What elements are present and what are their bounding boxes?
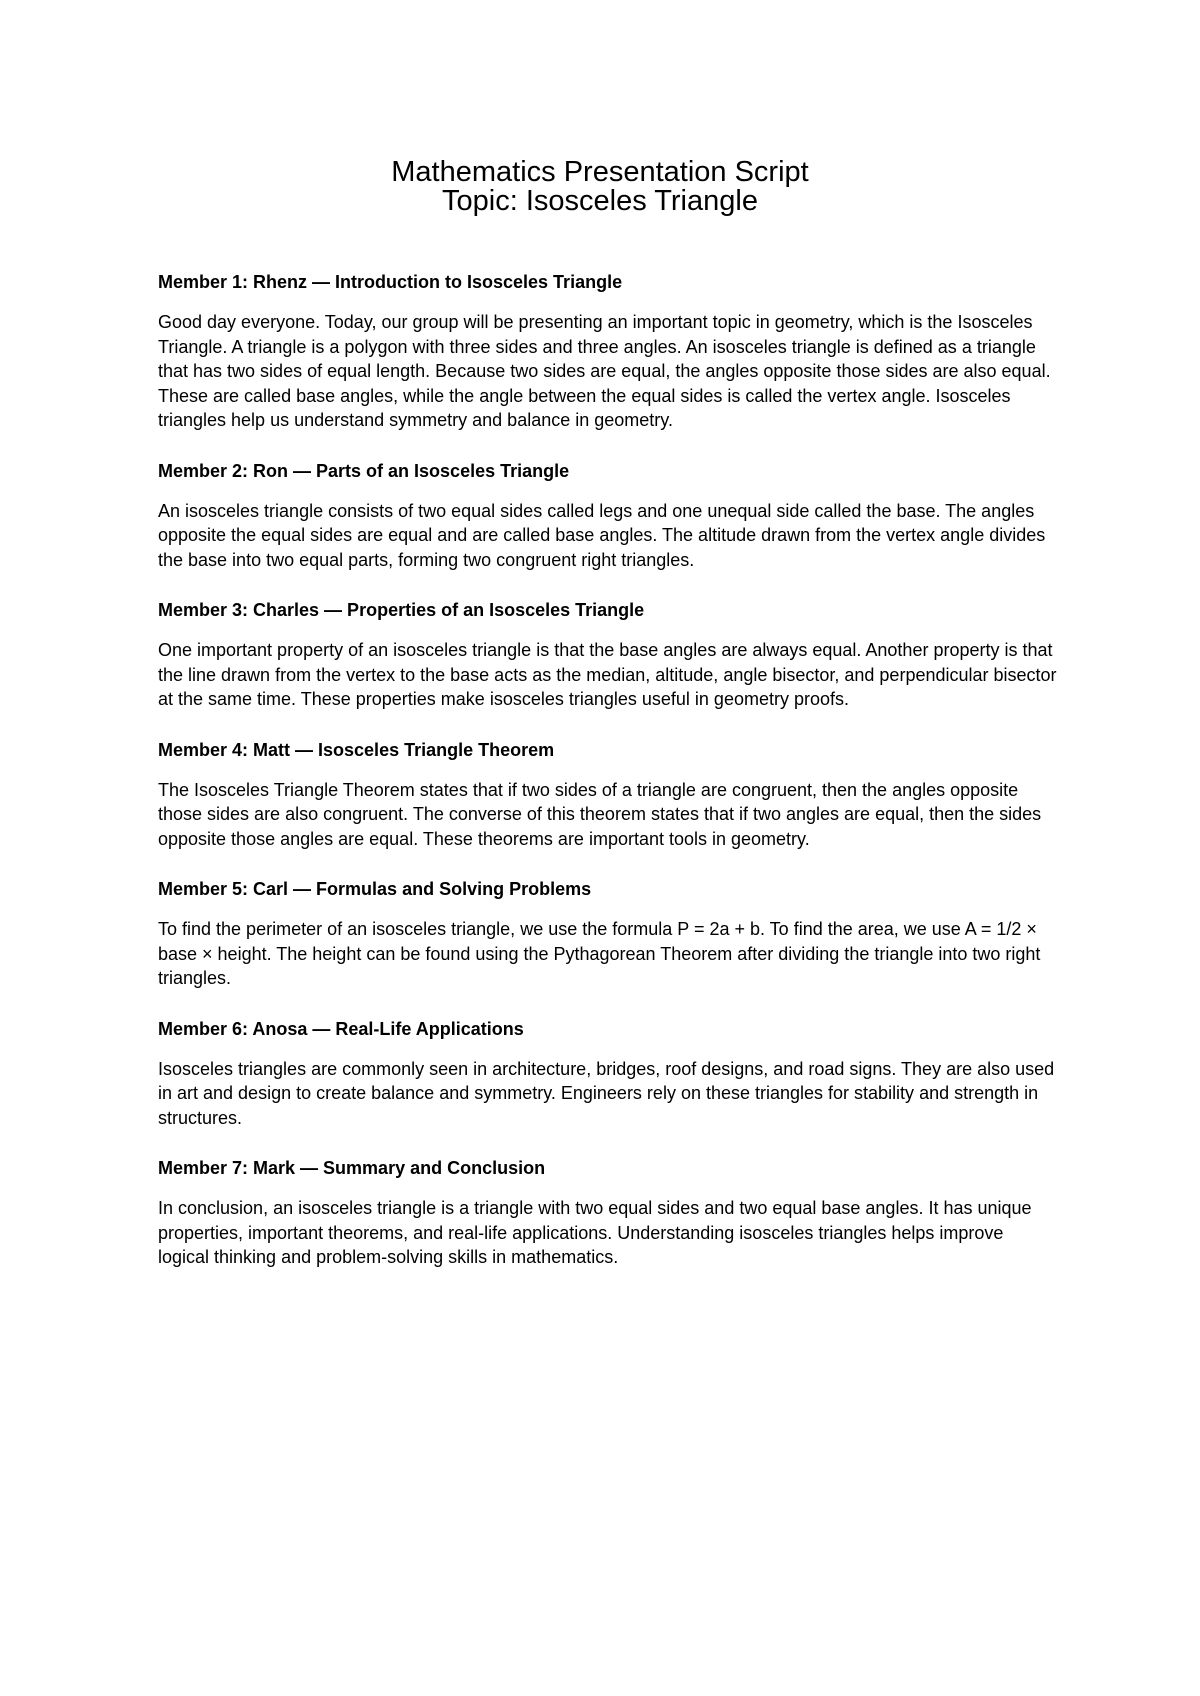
title-block [0,158,1200,216]
document-body [158,270,1058,1296]
section-heading: Member 6: Anosa — Real-Life Applications [158,1018,524,1039]
section-heading: Member 7: Mark — Summary and Conclusion [158,1158,546,1178]
document-title: Mathematics Presentation Script [391,156,809,188]
section-heading: Member 3: Charles — Properties of an Isosceles Triangle [158,600,645,620]
section-paragraph: To find the perimeter of an isosceles triangle, we use the formula P = 2a + b. To find the area, we use A = 1/2 × base × height. The height can be found using the Pythagorean Theorem after dividing the triangle into two right triangles. [158,919,1041,988]
section-heading: Member 2: Ron — Parts of an Isosceles Triangle [158,460,570,481]
section-paragraph: One important property of an isosceles triangle is that the base angles are always equal. Another property is that the line drawn from the vertex to the base acts as the median, altitude, angle bisector, and perpendicular bisector at the same time. These properties make isosceles triangles useful in geometry proofs. [158,640,1057,709]
section-paragraph: An isosceles triangle consists of two equal sides called legs and one unequal side called the base. The angles opposite the equal sides are equal and are called base angles. The altitude drawn from the vertex angle divides the base into two equal parts, forming two congruent right triangles. [158,500,1046,570]
document-subtitle: Topic: Isosceles Triangle [442,185,758,217]
section-paragraph: Good day everyone. Today, our group will be presenting an important topic in geometry, which is the Isosceles Triangle. A triangle is a polygon with three sides and three angles. An isosceles triangle is defined as a triangle that has two sides of equal length. Because two sides are equal, the angles opposite those sides are also equal. These are called base angles, while the angle between the equal sides is called the vertex angle. Isosceles triangles help us understand symmetry and balance in geometry. [158,312,1051,430]
section-heading: Member 4: Matt — Isosceles Triangle Theorem [158,739,555,760]
section-paragraph: Isosceles triangles are commonly seen in architecture, bridges, roof designs, and road signs. They are also used in art and design to create balance and symmetry. Engineers rely on these triangles for stability and strength in structures. [158,1058,1055,1128]
section-paragraph: In conclusion, an isosceles triangle is a triangle with two equal sides and two equal base angles. It has unique properties, important theorems, and real-life applications. Understanding isosceles triangles helps improve logical thinking and problem-solving skills in mathematics. [158,1198,1032,1267]
section-member-3 [158,598,1058,712]
section-member-6 [158,1017,1058,1131]
section-member-4 [158,738,1058,852]
section-paragraph: The Isosceles Triangle Theorem states that if two sides of a triangle are congruent, then the angles opposite those sides are also congruent. The converse of this theorem states that if two angles are equal, then the sides opposite those angles are equal. These theorems are important tools in geometry. [158,779,1042,849]
section-member-2 [158,459,1058,573]
section-member-1 [158,270,1058,433]
section-member-7 [158,1156,1058,1270]
section-heading: Member 1: Rhenz — Introduction to Isosceles Triangle [158,272,623,292]
section-heading: Member 5: Carl — Formulas and Solving Problems [158,879,592,899]
section-member-5 [158,877,1058,991]
